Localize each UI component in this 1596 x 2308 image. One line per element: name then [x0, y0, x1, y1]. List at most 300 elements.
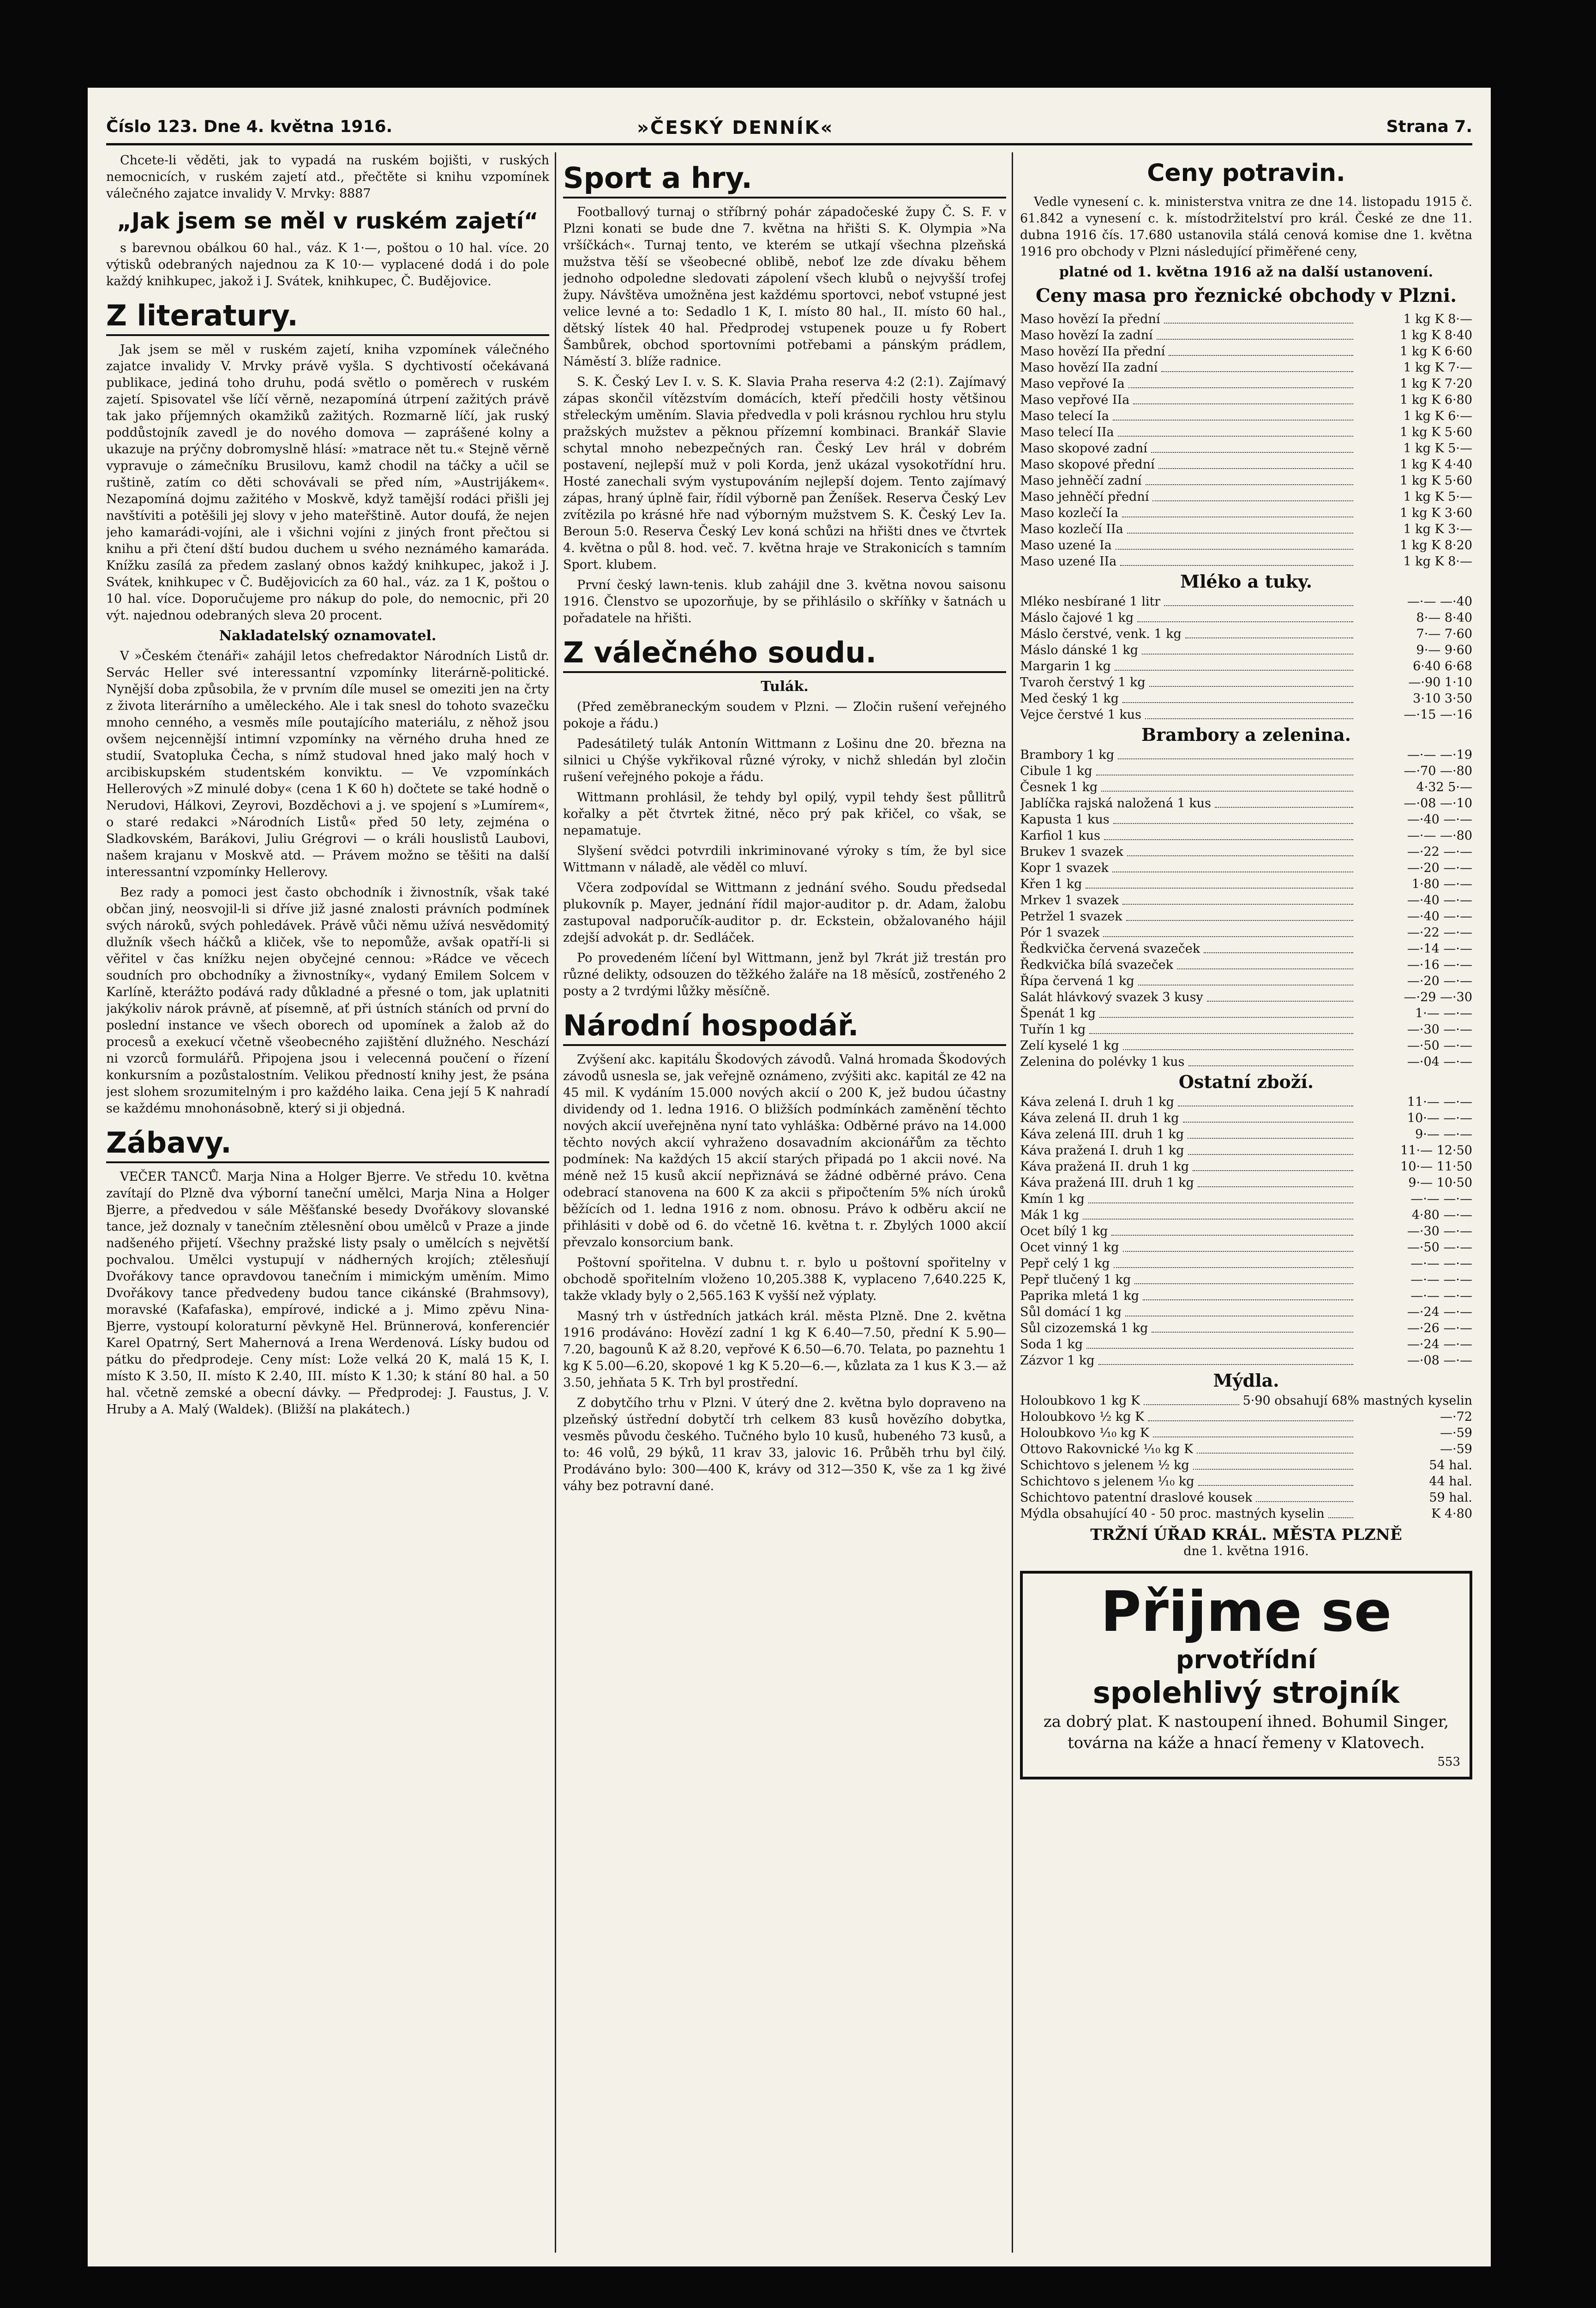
item-price: 11·— 12·50 — [1400, 1143, 1472, 1158]
prices-validity: platné od 1. května 1916 až na další ustanovení. — [1059, 264, 1434, 280]
item-name: Pepř celý 1 kg — [1020, 1256, 1110, 1271]
leader-dots — [1123, 1038, 1353, 1050]
column-news — [563, 152, 1006, 2253]
leader-dots — [1164, 594, 1353, 606]
price-row — [1020, 1054, 1472, 1070]
price-row — [1020, 1272, 1472, 1288]
leader-dots — [1193, 1457, 1353, 1470]
price-row — [1020, 408, 1472, 424]
item-price: —·30 —·— — [1407, 1022, 1472, 1037]
column-prices — [1020, 152, 1472, 2253]
leader-dots — [1133, 392, 1353, 404]
item-name: Maso uzené Ia — [1020, 538, 1112, 553]
newspaper-page — [88, 88, 1491, 2266]
price-row — [1020, 610, 1472, 626]
economy-paragraph: Zvýšení akc. kapitálu Škodových závodů. Valná hromada Škodových závodů usnesla se, jak veřejně oznámeno, zvýšiti akc. kapitál ze 42 na 45 mil. K vydáním 15.000 nových akcií o 200 K, jež budou účastny dividendy od 1. ledna 1916. O bližších podmínkách zaměnění těchto nových akcií uveřejněna nyní tato vyhláška: Odběrné právo na 14.000 těchto nových akcií vyhraženo dosavadním akcionářům za těchto podmínek: Na každých 15 akcií starých připadá po 1 akcii nové. Na méně než 15 kusů akcií nepřiznává se žádné odběrné právo. Cena odebrací stanovena na 600 K za akcii s připočtením 5% ních úroků běžících od 1. ledna 1916 z nom. obnosu. Právo k odběru akcií ne přihlásiti v době od 6. do včetně 16. května t. r. Zbylých 1000 akcií převzalo konsorcium bank. — [563, 1052, 1006, 1250]
leader-dots — [1146, 473, 1353, 485]
leader-dots — [1088, 1191, 1353, 1203]
leader-dots — [1188, 1054, 1353, 1066]
leader-dots — [1123, 1239, 1353, 1252]
item-name: Mléko nesbírané 1 litr — [1020, 595, 1161, 609]
price-row — [1020, 908, 1472, 925]
leader-dots — [1138, 973, 1353, 986]
item-name: Ottovo Rakovnické ⅒ kg K — [1020, 1442, 1194, 1456]
leader-dots — [1112, 860, 1353, 872]
item-price: 9·— —·— — [1415, 1127, 1472, 1142]
item-name: Špenát 1 kg — [1020, 1006, 1096, 1021]
price-row — [1020, 1110, 1472, 1126]
section-title-court: Z válečného soudu. — [563, 634, 1006, 673]
leader-dots — [1256, 1490, 1353, 1502]
item-price: 1·— —·— — [1415, 1006, 1472, 1021]
item-name: Zázvor 1 kg — [1020, 1353, 1095, 1368]
item-name: Mrkev 1 svazek — [1020, 893, 1119, 908]
court-paragraph: (Před zeměbraneckým soudem v Plzni. — Zločin rušení veřejného pokoje a řádu.) — [563, 700, 1006, 731]
leader-dots — [1127, 844, 1353, 856]
price-row — [1020, 876, 1472, 892]
item-name: Sůl domácí 1 kg — [1020, 1305, 1122, 1319]
item-name: Sůl cizozemská 1 kg — [1020, 1321, 1148, 1335]
price-row — [1020, 1207, 1472, 1223]
price-row — [1020, 1239, 1472, 1256]
price-row — [1020, 1409, 1472, 1425]
section-title-economy: Národní hospodář. — [563, 1007, 1006, 1046]
price-row — [1020, 505, 1472, 521]
leader-dots — [1086, 876, 1353, 889]
item-price: —·15 —·16 — [1404, 708, 1472, 722]
leader-dots — [1148, 1409, 1353, 1421]
price-row — [1020, 691, 1472, 707]
item-price: —·08 —·— — [1407, 1353, 1472, 1368]
item-name: Řípa červená 1 kg — [1020, 974, 1134, 988]
price-row — [1020, 1223, 1472, 1239]
price-row — [1020, 1304, 1472, 1320]
literature-paragraph: Bez rady a pomoci jest často obchodník i živnostník, však také občan jiný, neosvojil-li si dříve již jasné znalosti právních podmínek svých nároků, svých pohledávek. Právě vůči němu užívá nesvědomitý dlužník všech háčků a kliček, vše to nepomůže, avšak opatří-li si věřitel v čas knížku nejen obyčejné cennou: »Rádce ve věcech soudních pro obchodníky a živnostníky«, vydaný Emilem Solcem v Karlíně, kterážto podává rady důkladné a přesné o tom, jak uplatniti jakýkoliv nárok právně, ať písemně, ať při ústních stáních od první do poslední instance ve všech oborech od upomínek a žalob až do procesů a exekucí včetně všeobecného zajištění dlužného. Neschází ni vzorců formulářů. Připojena jsou i velecenná poučení o řízení konkursním a pozůstalostním. Velikou předností knihy jest, že psána jest slohem srozumitelným i pro každého laika. Cena její 5 K nahradí se každému mnohonásobně, který si ji objedná. — [106, 885, 549, 1116]
item-name: Holoubkovo ½ kg K — [1020, 1410, 1145, 1424]
price-row — [1020, 1506, 1472, 1522]
item-price: —·04 —·— — [1407, 1055, 1472, 1069]
price-row — [1020, 360, 1472, 376]
masthead — [106, 111, 1472, 145]
item-name: Zelenina do polévky 1 kus — [1020, 1055, 1185, 1069]
item-price: —·50 —·— — [1407, 1240, 1472, 1255]
price-row — [1020, 1175, 1472, 1191]
item-name: Maso vepřové IIa — [1020, 393, 1130, 407]
price-row — [1020, 957, 1472, 973]
price-row — [1020, 457, 1472, 473]
milk-price-list — [1020, 594, 1472, 723]
leader-dots — [1101, 779, 1353, 792]
leader-dots — [1127, 521, 1353, 534]
item-price: —·59 — [1440, 1442, 1472, 1456]
price-row — [1020, 1256, 1472, 1272]
issue-line: Číslo 123. Dne 4. května 1916. — [106, 117, 393, 136]
item-price: —·20 —·— — [1407, 974, 1472, 988]
item-price: 3·10 3·50 — [1413, 691, 1472, 706]
item-name: Ředkvička bílá svazeček — [1020, 958, 1174, 972]
price-row — [1020, 1336, 1472, 1352]
item-name: Maso kozlečí IIa — [1020, 522, 1123, 536]
item-price: 59 hal. — [1429, 1491, 1472, 1505]
meat-price-list — [1020, 311, 1472, 570]
item-price: 9·— 9·60 — [1416, 643, 1472, 657]
price-row — [1020, 311, 1472, 327]
ad-details: za dobrý plat. K nastoupení ihned. Bohumil Singer, továrna na káže a hnací řemeny v Klatovech. — [1043, 1713, 1449, 1752]
item-price: 1 kg K 5·60 — [1400, 474, 1472, 488]
prices-title: Ceny potravin. — [1147, 159, 1345, 187]
item-name: Maso skopové zadní — [1020, 441, 1147, 456]
item-name: Jablíčka rajská naložená 1 kus — [1020, 796, 1211, 811]
sport-paragraph: První český lawn-tenis. klub zahájil dne 3. května novou saisonu 1916. Členstvo se upozorňuje, by se přihlásilo o skříňky v šatnách u pořadatele na hřišti. — [563, 578, 1006, 625]
item-price: 10·— 11·50 — [1400, 1160, 1472, 1174]
price-row — [1020, 376, 1472, 392]
other-goods-price-list — [1020, 1094, 1472, 1369]
item-price: 1 kg K 5·— — [1403, 490, 1472, 504]
leader-dots — [1161, 360, 1353, 372]
price-row — [1020, 1425, 1472, 1441]
item-price: 5·90 obsahují 68% mastných kyselin — [1242, 1394, 1472, 1408]
item-price: 8·— 8·40 — [1416, 611, 1472, 625]
item-name: Maso skopové přední — [1020, 457, 1155, 472]
court-paragraph: Včera zodpovídal se Wittmann z jednání svého. Soudu předsedal plukovník p. Mayer, jednání řídil major-auditor p. dr. Adam, žalobu zastupoval nadporučík-auditor p. dr. Eckstein, obžalovaného hájil zdejší advokát p. dr. Sedláček. — [563, 881, 1006, 945]
item-price: 1 kg K 8·20 — [1400, 538, 1472, 553]
court-paragraph: Po provedeném líčení byl Wittmann, jenž byl 7krát již trestán pro různé delikty, odsouzen do těžkého žaláře na 18 měsíců, zostřeného 2 posty a 2 tvrdými lůžky měsíčně. — [563, 951, 1006, 998]
price-row — [1020, 489, 1472, 505]
price-row — [1020, 1457, 1472, 1473]
leader-dots — [1089, 1022, 1353, 1034]
item-name: Ředkvička červená svazeček — [1020, 942, 1200, 956]
price-row — [1020, 1005, 1472, 1022]
price-row — [1020, 1490, 1472, 1506]
item-name: Schichtovo s jelenem ½ kg — [1020, 1458, 1189, 1473]
leader-dots — [1188, 1126, 1353, 1139]
item-price: 1 kg K 8·— — [1403, 554, 1472, 569]
leader-dots — [1183, 1110, 1353, 1123]
item-name: Maso kozlečí Ia — [1020, 506, 1118, 520]
leader-dots — [1103, 925, 1353, 937]
item-name: Brambory 1 kg — [1020, 748, 1115, 762]
leader-dots — [1118, 424, 1353, 437]
item-name: Schichtovo s jelenem ⅒ kg — [1020, 1474, 1194, 1489]
item-price: 4·80 —·— — [1411, 1208, 1472, 1222]
leader-dots — [1128, 376, 1353, 388]
price-row — [1020, 674, 1472, 691]
price-row — [1020, 424, 1472, 440]
meat-title: Ceny masa pro řeznické obchody v Plzni. — [1035, 285, 1457, 307]
leader-dots — [1207, 989, 1353, 1002]
page-number: Strana 7. — [1386, 117, 1472, 136]
item-price: —·40 —·— — [1407, 909, 1472, 924]
item-name: Maso jehněčí zadní — [1020, 474, 1142, 488]
leader-dots — [1122, 892, 1353, 905]
price-row — [1020, 1393, 1472, 1409]
item-name: Pepř tlučený 1 kg — [1020, 1273, 1131, 1287]
item-price: —·72 — [1440, 1410, 1472, 1424]
item-name: Vejce čerstvé 1 kus — [1020, 708, 1141, 722]
price-row — [1020, 553, 1472, 570]
price-row — [1020, 844, 1472, 860]
price-row — [1020, 1142, 1472, 1159]
item-price: 7·— 7·60 — [1416, 627, 1472, 641]
price-row — [1020, 626, 1472, 642]
leader-dots — [1204, 941, 1353, 953]
prices-intro: Vedle vynesení c. k. ministerstva vnitra ze dne 14. listopadu 1915 č. 61.842 a vynesení c. k. místodržitelství pro král. České ze dne 11. dubna 1916 čís. 17.680 ustanovila stálá cenová komise dne 1. května 1916 pro obchody v Plzni následující přiměřené ceny, — [1020, 195, 1472, 259]
price-row — [1020, 658, 1472, 674]
notice-title: Nakladatelský oznamovatel. — [219, 628, 437, 644]
leader-dots — [1126, 908, 1353, 921]
item-price: —·14 —·— — [1407, 942, 1472, 956]
column-literature — [106, 152, 549, 2253]
leader-dots — [1143, 1288, 1353, 1300]
leader-dots — [1137, 610, 1353, 622]
leader-dots — [1152, 1320, 1353, 1333]
price-row — [1020, 860, 1472, 876]
item-price: 54 hal. — [1429, 1458, 1472, 1473]
leader-dots — [1152, 489, 1353, 501]
item-name: Maso hovězí Ia zadní — [1020, 328, 1153, 343]
book-price: s barevnou obálkou 60 hal., váz. K 1·—, poštou o 10 hal. více. 20 výtisků odebraných najednou za K 10·— vyplacené dodá i do pole každý knihkupec, jakož i J. Svátek, knihkupec, Č. Budějovice. — [106, 241, 549, 288]
item-name: Mák 1 kg — [1020, 1208, 1080, 1222]
item-price: —·— —·19 — [1407, 748, 1472, 762]
item-price: —·70 —·80 — [1404, 764, 1472, 778]
section-title-sport: Sport a hry. — [563, 160, 1006, 198]
item-price: —·20 —·— — [1407, 861, 1472, 875]
price-row — [1020, 440, 1472, 457]
book-title: „Jak jsem se měl v ruském zajetí“ — [117, 208, 539, 234]
column-rule — [555, 152, 556, 2253]
item-price: 1 kg K 5·60 — [1400, 425, 1472, 439]
leader-dots — [1157, 327, 1353, 340]
price-row — [1020, 1094, 1472, 1110]
leader-dots — [1164, 311, 1353, 324]
item-name: Káva pražená I. druh 1 kg — [1020, 1143, 1184, 1158]
item-name: Zelí kyselé 1 kg — [1020, 1039, 1119, 1053]
item-price: 1 kg K 6·— — [1403, 409, 1472, 423]
leader-dots — [1104, 828, 1353, 840]
price-row — [1020, 521, 1472, 537]
leader-dots — [1144, 1393, 1239, 1405]
leader-dots — [1099, 1005, 1353, 1018]
leader-dots — [1083, 1207, 1353, 1220]
leader-dots — [1113, 811, 1353, 824]
leader-dots — [1113, 408, 1353, 421]
ad-code: 553 — [1437, 1755, 1460, 1769]
economy-paragraph: Poštovní spořitelna. V dubnu t. r. bylo u poštovní spořitelny v obchodě spořitelním vloženo 10,205.388 K, vyplaceno 7,640.225 K, takže vklady byly o 2,565.163 K vyšší než výplaty. — [563, 1256, 1006, 1303]
item-price: 44 hal. — [1429, 1474, 1472, 1489]
item-price: 1 kg K 8·— — [1403, 312, 1472, 326]
leader-dots — [1198, 1473, 1353, 1486]
price-row — [1020, 343, 1472, 360]
item-name: Paprika mletá 1 kg — [1020, 1289, 1140, 1303]
court-paragraph: Slyšení svědci potvrdili inkriminované výroky s tím, že byl sice Wittmann v náladě, ale věděl co mluví. — [563, 844, 1006, 875]
job-advertisement — [1020, 1571, 1472, 1779]
item-name: Kmín 1 kg — [1020, 1192, 1085, 1206]
price-row — [1020, 892, 1472, 908]
item-price: —·— —·40 — [1407, 595, 1472, 609]
item-price: 1 kg K 6·60 — [1400, 344, 1472, 359]
item-name: Maso hovězí Ia přední — [1020, 312, 1160, 326]
item-name: Káva zelená I. druh 1 kg — [1020, 1095, 1174, 1109]
item-price: 1 kg K 7·20 — [1400, 377, 1472, 391]
economy-paragraph: Masný trh v ústředních jatkách král. města Plzně. Dne 2. května 1916 prodáváno: Hovězí zadní 1 kg K 6.40—7.50, přední K 5.90—7.20, bagounů K až 8.20, vepřové K 6.50—6.70. Telata, po paznehtu 1 kg K 5.00—6.20, skopové 1 kg K 5.20—6.—, kůzlata za 1 kus K 3.— až 3.50, jehňata 5 K. Trh byl prostřední. — [563, 1309, 1006, 1390]
item-name: Cibule 1 kg — [1020, 764, 1092, 778]
item-name: Tvaroh čerstvý 1 kg — [1020, 675, 1146, 690]
item-name: Kapusta 1 kus — [1020, 812, 1110, 827]
item-name: Křen 1 kg — [1020, 877, 1082, 891]
item-price: —·40 —·— — [1407, 893, 1472, 908]
leader-dots — [1111, 1223, 1353, 1236]
leader-dots — [1197, 1441, 1353, 1454]
leader-dots — [1086, 1336, 1353, 1349]
item-name: Maso hovězí IIa přední — [1020, 344, 1165, 359]
section-title-entertainment: Zábavy. — [106, 1124, 549, 1163]
item-price: —·29 —·30 — [1404, 990, 1472, 1004]
leader-dots — [1098, 1352, 1354, 1365]
item-price: —·50 —·— — [1407, 1039, 1472, 1053]
item-name: Káva pražená III. druh 1 kg — [1020, 1176, 1194, 1190]
item-price: 9·— 10·50 — [1408, 1176, 1472, 1190]
item-price: —·16 —·— — [1407, 958, 1472, 972]
leader-dots — [1120, 553, 1353, 566]
leader-dots — [1177, 957, 1353, 969]
item-price: K 4·80 — [1431, 1507, 1472, 1521]
court-paragraph: Padesátiletý tulák Antonín Wittmann z Lošinu dne 20. března na silnici u Chýše vykřikoval různé výroky, v nichž shledán byl zločin rušení veřejného pokoje a řádu. — [563, 737, 1006, 784]
leader-dots — [1198, 1175, 1353, 1187]
leader-dots — [1116, 537, 1353, 550]
price-row — [1020, 594, 1472, 610]
item-name: Maso vepřové Ia — [1020, 377, 1125, 391]
price-row — [1020, 327, 1472, 343]
column-rule — [1012, 152, 1013, 2253]
item-price: —·— —·— — [1410, 1273, 1472, 1287]
market-office-date: dne 1. května 1916. — [1183, 1544, 1309, 1558]
item-name: Ocet vinný 1 kg — [1020, 1240, 1119, 1255]
item-price: —·24 —·— — [1407, 1305, 1472, 1319]
price-row — [1020, 473, 1472, 489]
leader-dots — [1125, 1304, 1353, 1316]
item-name: Salát hlávkový svazek 3 kusy — [1020, 990, 1203, 1004]
item-name: Med český 1 kg — [1020, 691, 1119, 706]
item-name: Margarin 1 kg — [1020, 659, 1111, 673]
item-name: Máslo dánské 1 kg — [1020, 643, 1139, 657]
price-row — [1020, 1022, 1472, 1038]
item-price: 1 kg K 3·— — [1403, 522, 1472, 536]
leader-dots — [1215, 795, 1353, 808]
leader-dots — [1185, 626, 1353, 638]
price-row — [1020, 1038, 1472, 1054]
item-name: Holoubkovo 1 kg K — [1020, 1394, 1140, 1408]
item-name: Brukev 1 svazek — [1020, 845, 1123, 859]
price-row — [1020, 1320, 1472, 1336]
leader-dots — [1158, 457, 1353, 469]
item-price: 6·40 6·68 — [1413, 659, 1472, 673]
item-price: 1 kg K 4·40 — [1400, 457, 1472, 472]
court-paragraph: Wittmann prohlásil, že tehdy byl opilý, vypil tehdy šest půllitrů kořalky a pět čtvrtek žitné, něco prý pak křičel, co však, se nepamatuje. — [563, 790, 1006, 838]
item-price: 1 kg K 5·— — [1403, 441, 1472, 456]
market-office: TRŽNÍ ÚŘAD KRÁL. MĚSTA PLZNĚ — [1090, 1526, 1402, 1544]
leader-dots — [1188, 1142, 1353, 1155]
section-title-literature: Z literatury. — [106, 297, 549, 336]
item-price: —·59 — [1440, 1426, 1472, 1440]
price-row — [1020, 537, 1472, 553]
item-name: Máslo čerstvé, venk. 1 kg — [1020, 627, 1182, 641]
item-price: —·30 —·— — [1407, 1224, 1472, 1238]
leader-dots — [1122, 691, 1353, 703]
item-price: —·90 1·10 — [1408, 675, 1472, 690]
leader-dots — [1153, 1425, 1353, 1437]
sport-paragraph: S. K. Český Lev I. v. S. K. Slavia Praha reserva 4:2 (2:1). Zajímavý zápas skončil vítězstvím domácích, kteří předčili hosty většinou střeleckým uměním. Slavia předvedla v poli krásnou rychlou hru stylu pražských mužstev a pěknou přízemní kombinaci. Brankář Slavie schytal mnoho nebezpečných ran. Český Lev hrál v dobrém postavení, nejlepší muž v poli Korda, jenž ukázal vysokotřídní hru. Hosté zanechali svým vystupováním nejlepší dojem. Tento zajímavý zápas, hraný úplně fair, řídil výborně pan Ženíšek. Reserva Český Lev zvítězila po krásné hře nad výborným mužstvem S. K. Český Lev Ia. Beroun 5:0. Reserva Český Lev koná schůzi na hřišti dnes ve čtvrtek 4. května o půl 8. hod. več. 7. května hraje ve Strakonicích s tamním Sport. klubem. — [563, 375, 1006, 572]
leader-dots — [1096, 763, 1353, 775]
item-name: Káva pražená II. druh 1 kg — [1020, 1160, 1189, 1174]
sport-paragraph: Footballový turnaj o stříbrný pohár západočeské župy Č. S. F. v Plzni konati se bude dne 7. května na hřišti S. K. Olympia »Na vršíčkách«. Turnaj tento, ve kterém se utkají všechna plzeňská mužstva těší se všeobecné oblibě, neboť lze zde dívaku během jednoho odpoledne sledovati zápolení všech klubů o nejvyšší trofej župy. Návštěva umožněna jest každému sportovci, neboť vstupné jest velice levné a to: Sedadlo 1 K, I. místo 80 hal., II. místo 60 hal., dětský lístek 40 hal. Předprodej vstupenek pouze u fy Robert Šambůrek, obchod sportovními potřebami a pánským prádlem, Náměstí 3. blíže radnice. — [563, 205, 1006, 369]
item-price: 4·32 5·— — [1416, 780, 1472, 794]
item-name: Tuřín 1 kg — [1020, 1022, 1086, 1037]
item-price: —·— —·— — [1410, 1192, 1472, 1206]
leader-dots — [1178, 1094, 1353, 1106]
item-name: Maso uzené IIa — [1020, 554, 1117, 569]
vegetable-price-list — [1020, 747, 1472, 1070]
item-name: Maso hovězí IIa zadní — [1020, 361, 1158, 375]
item-name: Maso telecí IIa — [1020, 425, 1114, 439]
price-row — [1020, 763, 1472, 779]
item-price: 1 kg K 8·40 — [1400, 328, 1472, 343]
price-row — [1020, 941, 1472, 957]
item-name: Máslo čajové 1 kg — [1020, 611, 1134, 625]
price-row — [1020, 1159, 1472, 1175]
item-price: —·22 —·— — [1407, 845, 1472, 859]
soap-price-list — [1020, 1393, 1472, 1522]
item-name: Mýdla obsahující 40 - 50 proc. mastných kyselin — [1020, 1507, 1325, 1521]
literature-paragraph: V »Českém čtenáři« zahájil letos chefredaktor Národních Listů dr. Servác Heller své interessantní vzpomínky literárně-politické. Nynější doba způsobila, že v prvním díle musel se omeziti jen na črty z života literárního a uměleckého. Ale i tak snesl do tohoto svazečku mnoho cenného, a vesměs míle poutajícího materiálu, z něhož jsou ovšem nejcennější intimní vzpomínky na věrného druha hned ze studií, Svatopluka Čecha, s nímž studoval hned jako malý hoch v arcibiskupském studentském konviktu. — Ve vzpomínkách Hellerových »Z minulé doby« (cena 1 K 60 h) dočtete se také hodně o Nerudovi, Hálkovi, Zeyrovi, Bozděchovi a j. ve spojení s »Lumírem«, o staré redakci »Národních Listů« před 50 lety, zejména o Sladkovském, Barákovi, Juliu Grégrovi — o králi houslistů Laubovi, našem krajanu v Moskvě atd. — Právem možno se těšiti na další interessantní vzpomínky Hellerovy. — [106, 649, 549, 879]
item-price: 10·— —·— — [1407, 1111, 1472, 1125]
price-row — [1020, 779, 1472, 795]
price-row — [1020, 828, 1472, 844]
item-price: —·24 —·— — [1407, 1337, 1472, 1352]
ad-subheadline: prvotřídní — [1176, 1645, 1317, 1674]
milk-title: Mléko a tuky. — [1180, 571, 1312, 592]
price-row — [1020, 795, 1472, 811]
price-row — [1020, 1191, 1472, 1207]
leader-dots — [1118, 747, 1353, 759]
leader-dots — [1193, 1159, 1353, 1171]
leader-dots — [1122, 505, 1353, 517]
entertainment-paragraph: VEČER TANCŮ. Marja Nina a Holger Bjerre. Ve středu 10. května zavítají do Plzně dva výborní taneční umělci, Marja Nina a Holger Bjerre, a předvedou v sále Měšťanské besedy Dvořákovy slovanské tance, jež doznaly v tanečním ztělesnění obou umělců v Praze a jinde nadšeného přijetí. Všechny pražské listy psaly o umělcích s největší pochvalou. Umělci vystupují v nádherných krojích; ztělesňují Dvořákovy tance opravdovou tanečním i mimickým uměním. Mimo Dvořákovy tance předvedeny budou tance cikánské (Brahmsovy), moravské (Kafafaska), empírové, indické a j. Mimo zpěvu Nina-Bjerre, vystoupí koloraturní pěvkyně Hel. Brünnerová, konferenciér Karel Opatrný, Sert Mahernová a Irena Werdenová. Lísky budou od pátku do předprodeje. Ceny míst: Lože velká 20 K, malá 15 K, I. místo K 3.50, II. místo K 2.40, III. místo K 1.30; k stání 80 hal. a 50 hal. včetně zemské a obecní dávky. — Předprodej: J. Faustus, J. V. Hruby a A. Malý (Waldek). (Bližší na plakátech.) — [106, 1170, 549, 1417]
price-row — [1020, 811, 1472, 828]
literature-paragraph: Jak jsem se měl v ruském zajetí, kniha vzpomínek válečného zajatce invalidy V. Mrvky právě vyšla. S dychtivostí očekávaná publikace, jediná toho druhu, podá světlo o poměrech v ruském zajetí. Spisovatel vše líčí věrně, nezapomíná útrpení zažitých právě tak jako příjemných okamžiků zažitých. Rozmarně líčí, jak ruský poddůstojník zavedl je do nového domova — zaprášené kolny a ukazuje na prýčny dobromyslně hlásí: »matrace nět tu.« Stejně věrně vypravuje o zámečníku Brusilovu, kamž chodil na táčky a učil se ruštině, zatím co děti schovávali se před ním, »Austrijákem«. Nezapomíná dojmu zažitého v Moskvě, když tamější rodáci přišli jej navštíviti a potěšili jej slovy v jeho mateřštině. Autor doufá, že nejen jeho kamarádi-vojíni, ale i všichni vojíni z jiných front přečtou si knihu a při čtení dští budou duchem u svého neznámého kamaráda. Knížku zasílá za předem zaslaný obnos každý knihkupec, jakož i J. Svátek, knihkupec v Č. Budějovicích za 60 hal., váz. za 1 K, poštou o 10 hal. více. Doporučujeme pro nákup do pole, do nemocnic, při 20 výt. najednou odebraných sleva 20 procent. — [106, 343, 549, 623]
item-price: —·— —·— — [1410, 1289, 1472, 1303]
newspaper-title: »ČESKÝ DENNÍK« — [637, 117, 834, 138]
leader-dots — [1114, 1256, 1353, 1268]
item-price: 11·— —·— — [1407, 1095, 1472, 1109]
item-price: 1 kg K 3·60 — [1400, 506, 1472, 520]
price-row — [1020, 392, 1472, 408]
item-price: —·— —·— — [1410, 1256, 1472, 1271]
leader-dots — [1149, 674, 1353, 687]
court-subtitle: Tulák. — [761, 679, 809, 695]
price-row — [1020, 1352, 1472, 1369]
price-row — [1020, 1126, 1472, 1142]
leader-dots — [1151, 440, 1353, 453]
item-name: Karfiol 1 kus — [1020, 829, 1101, 843]
item-name: Káva zelená III. druh 1 kg — [1020, 1127, 1184, 1142]
price-row — [1020, 989, 1472, 1005]
soap-title: Mýdla. — [1213, 1370, 1279, 1391]
item-name: Káva zelená II. druh 1 kg — [1020, 1111, 1179, 1125]
item-name: Soda 1 kg — [1020, 1337, 1083, 1352]
book-intro: Chcete-li věděti, jak to vypadá na ruském bojišti, v ruských nemocnicích, v ruském zajetí atd., přečtěte si knihu vzpomínek válečného zajatce invalidy V. Mrvky: 8887 — [106, 153, 549, 201]
leader-dots — [1134, 1272, 1353, 1284]
price-row — [1020, 1441, 1472, 1457]
